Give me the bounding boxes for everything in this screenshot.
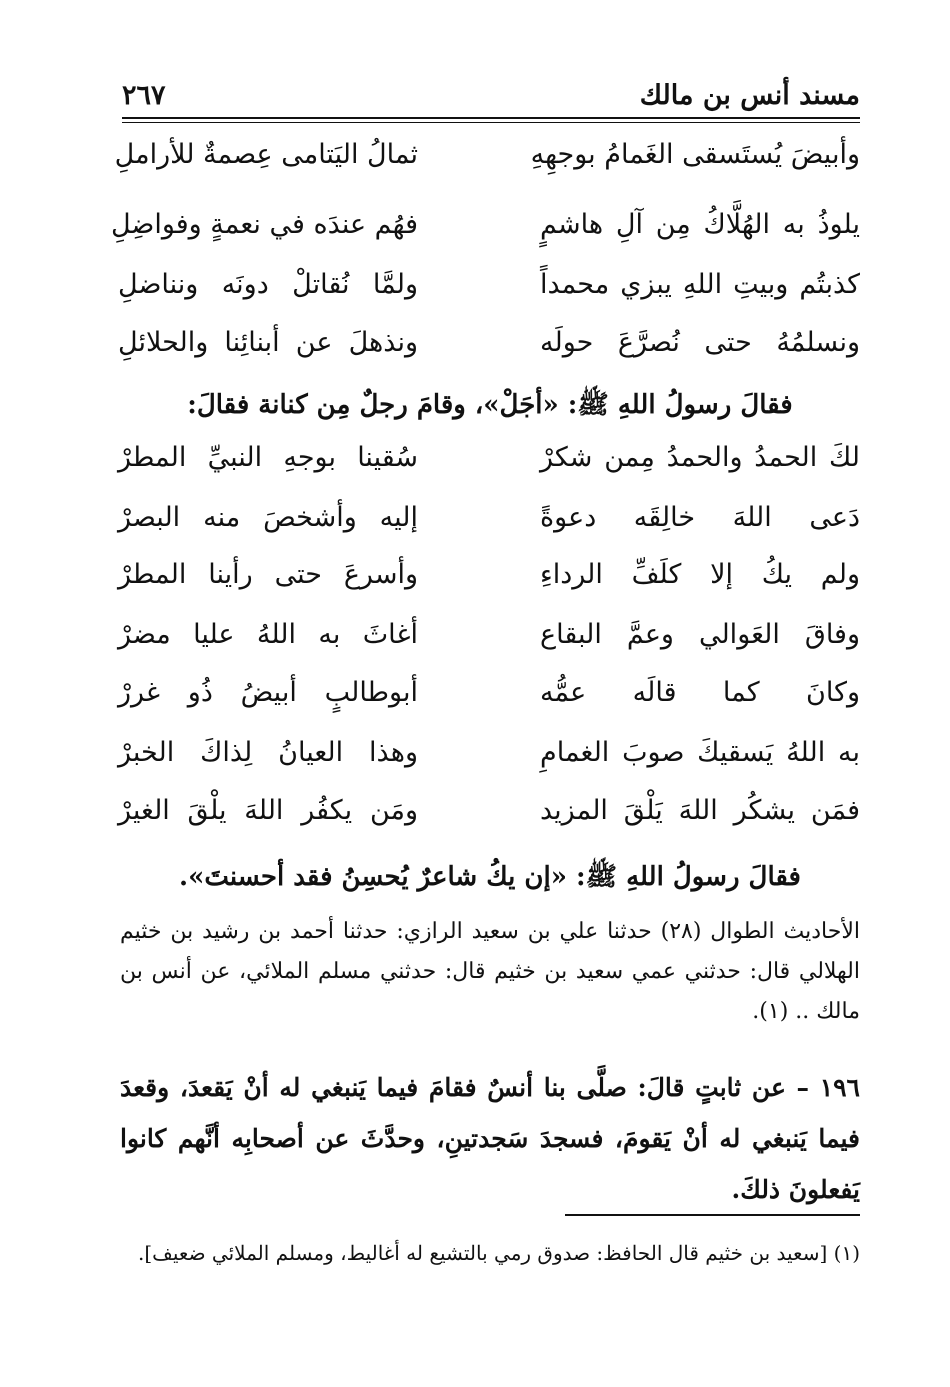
narration-line: فقالَ رسولُ اللهِ ﷺ: «إن يكُ شاعرٌ يُحسِنُ فقد أحسنتَ». <box>179 862 801 892</box>
verse-first-hemistich: يلوذُ به الهُلَّاكُ مِن آلِ هاشمٍ <box>540 209 860 240</box>
poem-verse <box>118 493 860 543</box>
poem-verse <box>118 610 860 660</box>
verse-second-hemistich: سُقينا بوجهِ النبيِّ المطرْ <box>118 442 418 473</box>
source-note: الأحاديث الطوال (٢٨) حدثنا علي بن سعيد الرازي: حدثنا أحمد بن رشيد بن خثيم الهلالي قال: حدثني عمي سعيد بن خثيم قال: حدثني مسلم الملائي، عن أنس بن مالك .. (١). <box>120 919 860 1024</box>
poem-verse <box>118 550 860 600</box>
footnote: (١) [سعيد بن خثيم قال الحافظ: صدوق رمي بالتشيع له أغاليط، ومسلم الملائي ضعيف]. <box>138 1241 860 1265</box>
running-header <box>122 80 860 114</box>
verse-second-hemistich: ومَن يكفُر اللهَ يلْقَ الغيرْ <box>118 795 418 826</box>
poem-verse <box>114 130 860 180</box>
verse-first-hemistich: لكَ الحمدُ والحمدُ مِمن شكرْ <box>540 442 860 473</box>
poem-verse <box>118 433 860 483</box>
poem-verse <box>118 260 860 310</box>
running-title: مسند أنس بن مالك <box>639 80 860 111</box>
page-number: ٢٦٧ <box>122 80 166 111</box>
verse-second-hemistich: ثمالُ اليَتامى عِصمةٌ للأراملِ <box>114 139 418 170</box>
verse-first-hemistich: وأبيضَ يُستَسقى الغَمامُ بوجهِهِ <box>530 139 860 170</box>
poem-verse <box>118 668 860 718</box>
verse-first-hemistich: وكانَ كما قالَه عمُّه <box>540 677 860 708</box>
verse-second-hemistich: إليه وأشخصَ منه البصرْ <box>118 502 418 533</box>
verse-second-hemistich: أبوطالبٍ أبيضُ ذُو غررْ <box>118 677 418 708</box>
poem-verse <box>110 200 860 250</box>
verse-first-hemistich: دَعى اللهَ خالِقَه دعوةً <box>540 502 860 533</box>
verse-second-hemistich: ولمَّا نُقاتلْ دونَه ونناضلِ <box>118 269 418 300</box>
verse-first-hemistich: فمَن يشكُر اللهَ يَلْقَ المزيد <box>540 795 860 826</box>
verse-second-hemistich: ونذهلَ عن أبنائِنا والحلائلِ <box>118 327 418 358</box>
verse-second-hemistich: أغاثَ به اللهُ عليا مضرْ <box>118 619 418 650</box>
verse-first-hemistich: ونسلمُهُ حتى نُصرَّعَ حولَه <box>540 327 860 358</box>
poem-verse <box>118 318 860 368</box>
verse-first-hemistich: كذبتُم وبيتِ اللهِ يبزي محمداً <box>540 269 860 300</box>
verse-first-hemistich: وفاقَ العَوالي وعمَّ البقاع <box>540 619 860 650</box>
hadith-paragraph: ١٩٦ – عن ثابتٍ قالَ: صلَّى بنا أنسٌ فقامَ فيما يَنبغي له أنْ يَقعدَ، وقعدَ فيما يَنبغي له أنْ يَقومَ، فسجدَ سَجدتينِ، وحدَّثَ عن أصحابِه أنَّهم كانوا يَفعلونَ ذلكَ. <box>120 1073 860 1204</box>
footnote-rule <box>565 1214 860 1216</box>
verse-first-hemistich: به اللهُ يَسقيكَ صوبَ الغمامِ <box>540 737 860 768</box>
verse-first-hemistich: ولم يكُ إلا كلَفِّ الرداءِ <box>540 559 860 590</box>
verse-second-hemistich: وأسرعَ حتى رأينا المطرْ <box>118 559 418 590</box>
narration-line: فقالَ رسولُ اللهِ ﷺ: «أجَلْ»، وقامَ رجلٌ مِن كنانة فقالَ: <box>187 390 793 420</box>
header-rule-thin <box>122 122 860 123</box>
poem-verse <box>118 728 860 778</box>
poem-verse <box>118 786 860 836</box>
header-rule <box>122 117 860 119</box>
verse-second-hemistich: وهذا العيانُ لِذاكَ الخبرْ <box>118 737 418 768</box>
verse-second-hemistich: فهُم عندَه في نعمةٍ وفواضِلِ <box>110 209 418 240</box>
